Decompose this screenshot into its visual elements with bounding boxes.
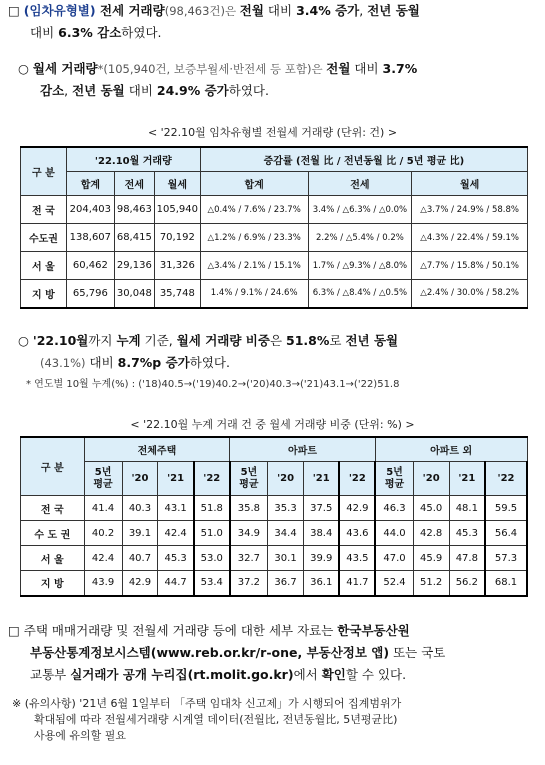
paragraph-cumulative: ○ '22.10월까지 누계 기준, 월세 거래량 비중은 51.8%로 전년 동월 (43.1%) 대비 8.7%p 증가하였다. * 연도별 10월 누계(%) : ('18)40.5→('19)40.2→('20)40.3→('21)43.1→('22)51.8: [18, 330, 545, 396]
table-row: 전 국 41.4 40.3 43.1 51.8 35.8 35.3 37.5 42.9 46.3 45.0 48.1 59.5: [21, 496, 528, 521]
rent-volume-table: 구 분 '22.10월 거래량 증감률 (전월 比 / 전년동월 比 / 5년 평균 比) 합계 전세 월세 합계 전세 월세 전 국 204,403 98,463 105,940 △0.4% / 7.6% / 23.7% 3.4% / △6.3% / △0.0% △3.7% / 24.9% / 58.8% 수도권 138,607 68,415 70,192 △1.2% / 6.9% / 23.3% 2.2% / △5.4% / 0.2% △4.3% / 22.4% / 59.1% 서 울 60,462 29,136 31,326 △3.4% / 2.1% / 15.1% 1.7% / △9.3% / △8.0% △7.7% / 15.8% / 50.1% 지 방 65,796 30,048 35,748 1.4% / 9.1% / 24.6% 6.3% / △8.4% / △0.5% △2.4% / 30.0% / 58.2%: [20, 146, 528, 309]
table1-group-change: 증감률 (전월 比 / 전년동월 比 / 5년 평균 比): [200, 147, 527, 172]
table-row: 서 울 42.4 40.7 45.3 53.0 32.7 30.1 39.9 43.5 47.0 45.9 47.8 57.3: [21, 546, 528, 571]
paragraph-rent-volume: □ (임차유형별) 전세 거래량(98,463건)은 전월 대비 3.4% 증가, 전년 동월 대비 6.3% 감소하였다.: [8, 3, 420, 40]
bullet-circle: ○: [18, 61, 29, 76]
caution-note: ※ (유의사항) '21년 6월 1일부터 「주택 임대차 신고제」가 시행되어 집계범위가 확대됨에 따라 전월세거래량 시계열 데이터(전월比, 전년동월比, 5년평균比) 사용에 유의할 필요: [12, 697, 402, 742]
table1-caption: < '22.10월 임차유형별 전월세 거래량 (단위: 건) >: [147, 126, 398, 139]
table1-corner: 구 분: [21, 147, 67, 196]
paragraph-monthly-rent: ○ 월세 거래량*(105,940건, 보증부월세·반전세 등 포함)은 전월 대비 3.7% 감소, 전년 동월 대비 24.9% 증가하였다.: [18, 61, 418, 98]
table-row: 서 울 60,462 29,136 31,326 △3.4% / 2.1% / 15.1% 1.7% / △9.3% / △8.0% △7.7% / 15.8% / 50.1%: [21, 252, 528, 280]
molit-link[interactable]: 실거래가 공개 누리집(rt.molit.go.kr): [70, 667, 294, 682]
paragraph-data-source: □ 주택 매매거래량 및 전월세 거래량 등에 대한 세부 자료는 한국부동산원 부동산통계정보시스템(www.reb.or.kr/r-one, 부동산정보 앱) 또는 국토 교통부 실거래가 공개 누리집(rt.molit.go.kr)에서 확인할 수 있다.: [8, 623, 446, 682]
table-row: 지 방 65,796 30,048 35,748 1.4% / 9.1% / 24.6% 6.3% / △8.4% / △0.5% △2.4% / 30.0% / 58.2%: [21, 280, 528, 308]
bullet-square: □: [8, 3, 20, 18]
table2-group-non-apartment: 아파트 외: [375, 437, 527, 462]
table2-corner: 구 분: [21, 437, 85, 496]
table1-group-volume: '22.10월 거래량: [66, 147, 200, 172]
table-row: 전 국 204,403 98,463 105,940 △0.4% / 7.6% / 23.7% 3.4% / △6.3% / △0.0% △3.7% / 24.9% / 58.8%: [21, 196, 528, 224]
table-row: 수도권 138,607 68,415 70,192 △1.2% / 6.9% / 23.3% 2.2% / △5.4% / 0.2% △4.3% / 22.4% / 59.1%: [21, 224, 528, 252]
table2-caption: < '22.10월 누계 거래 건 중 월세 거래량 비중 (단위: %) >: [130, 418, 415, 431]
yearly-cumulative-note: * 연도별 10월 누계(%) : ('18)40.5→('19)40.2→('20)40.3→('21)43.1→('22)51.8: [26, 379, 400, 390]
table-row: 지 방 43.9 42.9 44.7 53.4 37.2 36.7 36.1 41.7 52.4 51.2 56.2 68.1: [21, 571, 528, 596]
table-row: 수 도 권 40.2 39.1 42.4 51.0 34.9 34.4 38.4 43.6 44.0 42.8 45.3 56.4: [21, 521, 528, 546]
note-mark: ※: [12, 697, 22, 710]
monthly-rent-share-table: 구 분 전체주택 아파트 아파트 외 5년 평균 '20 '21 '22 5년 평균 '20 '21 '22 5년 평균 '20 '21 '22 전 국 41.4 40.3 43.1 51.8 35.8 35.3 37.5 42.9 46.3 45.0 48.1 59.5 수 도 권 40.2 39.1 42.4 51.0 34.9 34.4 38.4 43.6 44.0 42.8 45.3 56.4 서 울 42.4 40.7 45.3 53.0 32.7 30.1 39.9 43.5 47.0 45.9 47.8 57.3 지 방 43.9 42.9 44.7 53.4 37.2 36.7 36.1 41.7 52.4 51.2 56.2 68.1: [20, 436, 528, 597]
bullet-square: □: [8, 623, 20, 638]
rone-link[interactable]: 부동산통계정보시스템(www.reb.or.kr/r-one, 부동산정보 앱): [30, 645, 390, 660]
table2-group-apartment: 아파트: [230, 437, 376, 462]
lease-type-label: (임차유형별): [23, 3, 96, 18]
bullet-circle: ○: [18, 333, 29, 348]
table2-group-all-housing: 전체주택: [84, 437, 230, 462]
